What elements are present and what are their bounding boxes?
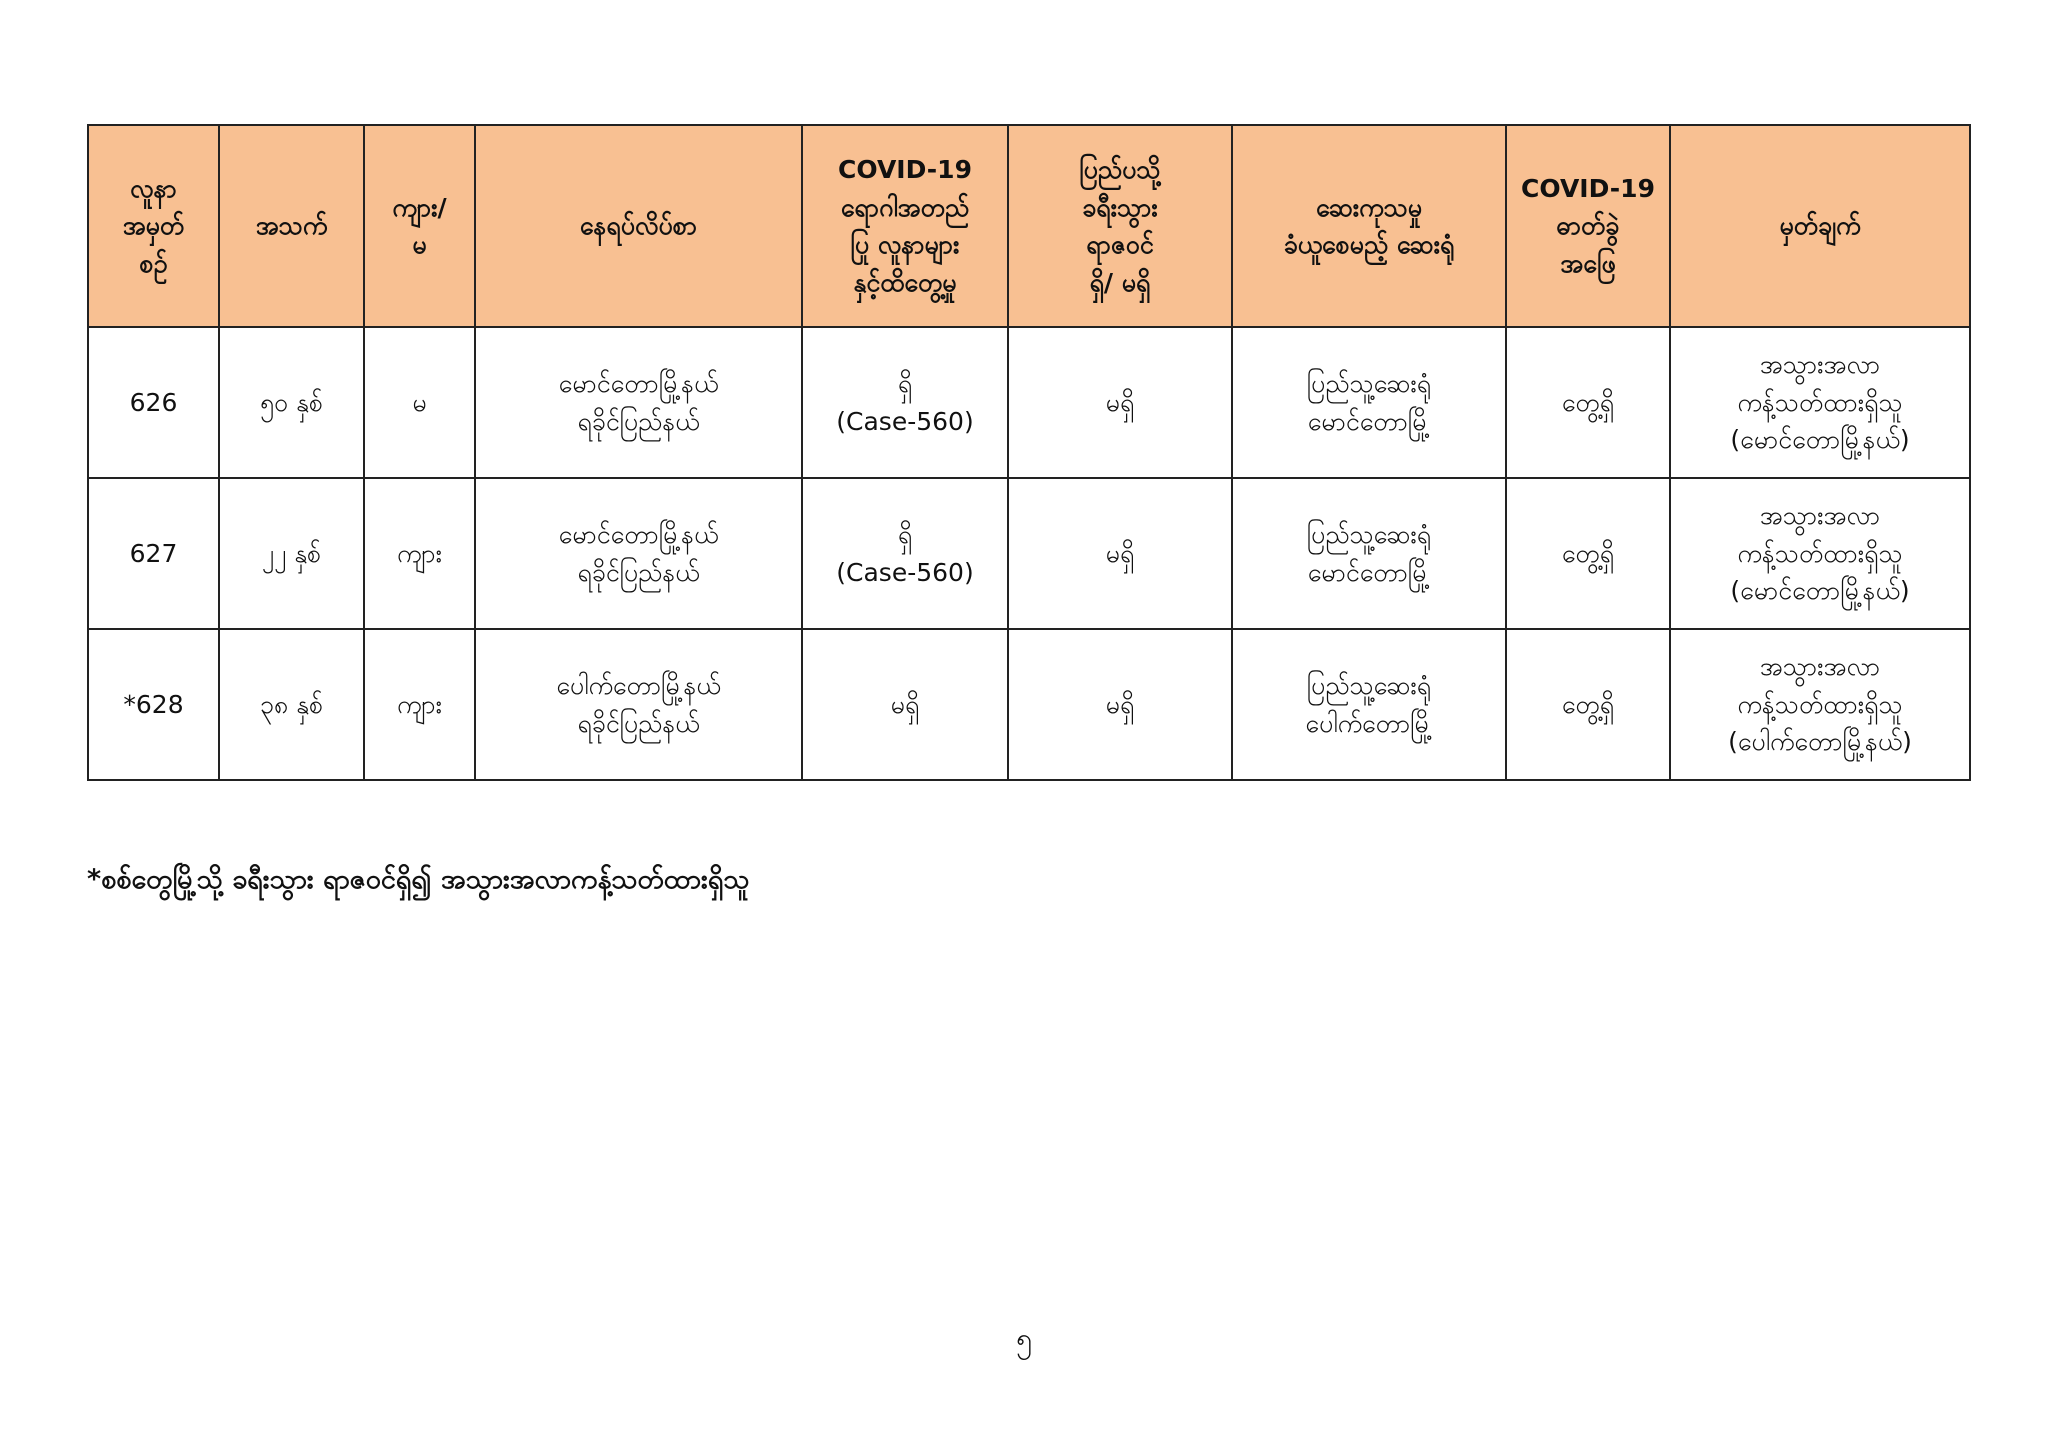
cell-contact: ရှိ (Case-560) <box>802 478 1008 629</box>
cell-age: ၅၀ နှစ် <box>219 327 364 478</box>
cell-remark: အသွားအလာ ကန့်သတ်ထားရှိသူ (မောင်တောမြို့နယ်) <box>1670 327 1970 478</box>
cell-sex: မ <box>364 327 475 478</box>
cell-address: မောင်တောမြို့နယ် ရခိုင်ပြည်နယ် <box>475 478 802 629</box>
cell-age: ၃၈ နှစ် <box>219 629 364 780</box>
cell-patient-no: 626 <box>88 327 219 478</box>
page-number: ၅ <box>1016 1322 1032 1355</box>
table-row <box>88 478 1970 629</box>
cell-contact: မရှိ <box>802 629 1008 780</box>
cell-address: ပေါက်တောမြို့နယ် ရခိုင်ပြည်နယ် <box>475 629 802 780</box>
header-address: နေရပ်လိပ်စာ <box>475 125 802 327</box>
header-contact: COVID-19 ရောဂါအတည် ပြု လူနာများ နှင့်ထိတွေ့မှု <box>802 125 1008 327</box>
header-hospital: ဆေးကုသမှု ခံယူစေမည့် ဆေးရုံ <box>1232 125 1506 327</box>
header-sex: ကျား/ မ <box>364 125 475 327</box>
cell-hospital: ပြည်သူ့ဆေးရုံ မောင်တောမြို့ <box>1232 478 1506 629</box>
cell-contact: ရှိ (Case-560) <box>802 327 1008 478</box>
cell-age: ၂၂ နှစ် <box>219 478 364 629</box>
cell-result: တွေ့ရှိ <box>1506 629 1670 780</box>
cell-address: မောင်တောမြို့နယ် ရခိုင်ပြည်နယ် <box>475 327 802 478</box>
cell-remark: အသွားအလာ ကန့်သတ်ထားရှိသူ (ပေါက်တောမြို့နယ်) <box>1670 629 1970 780</box>
cell-travel: မရှိ <box>1008 478 1232 629</box>
header-patient-no: လူနာ အမှတ် စဉ် <box>88 125 219 327</box>
cell-patient-no: *628 <box>88 629 219 780</box>
header-age: အသက် <box>219 125 364 327</box>
cell-result: တွေ့ရှိ <box>1506 478 1670 629</box>
table-row <box>88 327 1970 478</box>
header-row <box>88 125 1970 327</box>
table-row <box>88 629 1970 780</box>
cell-result: တွေ့ရှိ <box>1506 327 1670 478</box>
cell-travel: မရှိ <box>1008 629 1232 780</box>
cell-travel: မရှိ <box>1008 327 1232 478</box>
case-table <box>87 124 1971 781</box>
cell-hospital: ပြည်သူ့ဆေးရုံ ပေါက်တောမြို့ <box>1232 629 1506 780</box>
cell-patient-no: 627 <box>88 478 219 629</box>
footnote: *စစ်တွေမြို့သို့ ခရီးသွား ရာဇဝင်ရှိ၍ အသွားအလာကန့်သတ်ထားရှိသူ <box>87 864 750 895</box>
header-travel-history: ပြည်ပသို့ ခရီးသွား ရာဇဝင် ရှိ/ မရှိ <box>1008 125 1232 327</box>
header-lab-result: COVID-19 ဓာတ်ခွဲ အဖြေ <box>1506 125 1670 327</box>
cell-remark: အသွားအလာ ကန့်သတ်ထားရှိသူ (မောင်တောမြို့နယ်) <box>1670 478 1970 629</box>
header-remark: မှတ်ချက် <box>1670 125 1970 327</box>
cell-sex: ကျား <box>364 478 475 629</box>
cell-hospital: ပြည်သူ့ဆေးရုံ မောင်တောမြို့ <box>1232 327 1506 478</box>
cell-sex: ကျား <box>364 629 475 780</box>
